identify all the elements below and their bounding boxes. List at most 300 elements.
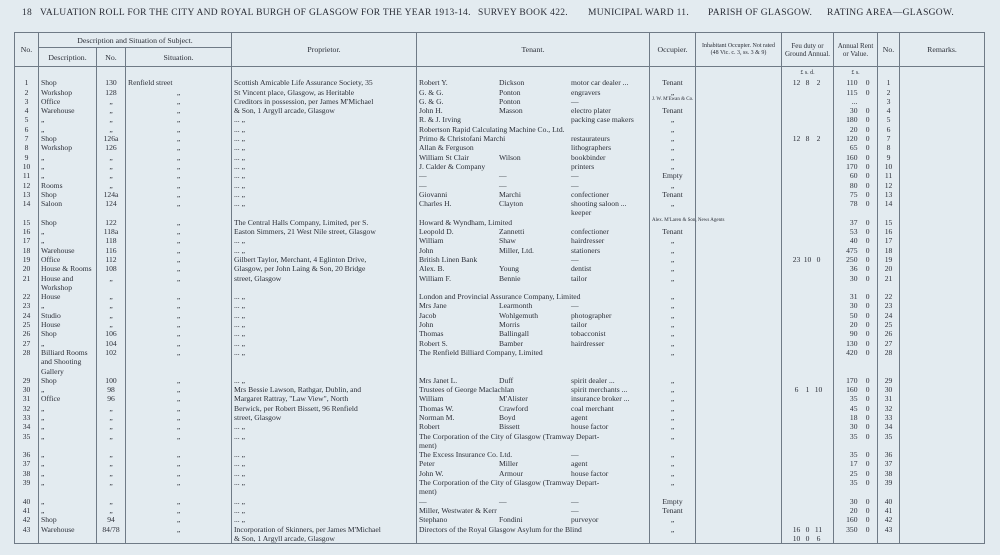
situation-cell: „ [126,376,232,385]
proprietor-cell: ... „ [232,459,417,468]
col-proprietor: Proprietor. [232,33,417,67]
rent-value: 45 [849,403,858,413]
street-number-cell: 106 [97,329,126,338]
tenant-cell: Charles H. Clayton shooting saloon ... [417,199,650,208]
description-cell: House [39,320,97,329]
street-number-cell [97,487,126,496]
proprietor-cell: Gilbert Taylor, Merchant, 4 Eglinton Drive, [232,255,417,264]
table-row [15,376,985,385]
feu-duty-cell [782,404,834,413]
street-number-cell: „ [97,115,126,124]
feu-duty-cell [782,134,834,143]
street-number-cell [97,357,126,366]
tenant-cell [417,534,650,544]
occupier-cell: „ [650,301,696,310]
row-number: 8 [15,143,39,152]
tenant-surname: Morris [499,320,520,330]
proprietor-cell: ... „ [232,143,417,152]
table-row [15,413,985,422]
tenant-surname: Crawford [499,403,529,413]
row-number: 30 [15,385,39,394]
feu-value: 2 [816,78,821,88]
row-number-right: 3 [878,97,900,106]
annual-rent-cell [834,534,878,544]
row-number-right: 37 [878,459,900,468]
table-row [15,311,985,320]
proprietor-cell: ... „ [232,301,417,310]
annual-rent-cell [834,292,878,301]
description-cell: House and [39,274,97,283]
rent-value: 0 [865,161,870,171]
remarks-cell [900,301,985,310]
tenant-surname: — [499,171,507,181]
description-cell: Workshop [39,88,97,97]
tenant-surname: Shaw [499,236,516,246]
situation-cell: „ [126,181,232,190]
situation-cell: „ [126,432,232,441]
proprietor-cell: ... „ [232,469,417,478]
tenant-name: British Linen Bank [419,254,478,264]
tenant-name: — [419,180,427,190]
rent-value: 35 [849,450,858,460]
proprietor-cell: street, Glasgow [232,274,417,283]
tenant-cell [417,348,650,357]
annual-rent-cell [834,478,878,487]
proprietor-cell: ... „ [232,190,417,199]
remarks-cell [900,413,985,422]
rent-value: 0 [865,329,870,339]
annual-rent-cell [834,274,878,283]
inhabitant-cell [696,171,782,180]
tenant-name: London and Provincial Assurance Company, Limited [419,292,581,302]
situation-cell: „ [126,97,232,106]
street-number-cell: „ [97,469,126,478]
inhabitant-cell [696,394,782,403]
remarks-cell [900,143,985,152]
annual-rent-cell [834,246,878,255]
rent-value: 0 [865,152,870,162]
table-row [15,181,985,190]
row-number-right: 42 [878,515,900,524]
street-number-cell: „ [97,311,126,320]
situation-cell [126,441,232,450]
tenant-cell [417,125,650,134]
rent-value: 0 [865,515,870,525]
tenant-cell: John Morris tailor [417,320,650,329]
table-row [15,162,985,171]
annual-rent-cell [834,469,878,478]
tenant-name: Miller, Westwater & Kerr [419,505,497,515]
feu-value: 10 [803,254,812,264]
annual-rent-cell [834,441,878,450]
feu-duty-cell [782,125,834,134]
annual-rent-cell [834,153,878,162]
remarks-cell [900,227,985,236]
situation-cell: „ [126,422,232,431]
feu-duty-cell [782,236,834,245]
rent-value: 0 [865,412,870,422]
rent-value: 90 [849,329,858,339]
feu-duty-cell [782,394,834,403]
table-row [15,153,985,162]
remarks-cell [900,497,985,506]
remarks-cell [900,339,985,348]
occupier-cell: Tenant [650,78,696,87]
proprietor-cell: ... „ [232,348,417,357]
feu-duty-cell [782,283,834,292]
tenant-cell: keeper [417,208,650,217]
description-cell: „ [39,153,97,162]
tenant-name: Trustees of George Maclachlan [419,385,515,395]
inhabitant-cell [696,404,782,413]
inhabitant-cell [696,115,782,124]
inhabitant-cell [696,78,782,87]
annual-rent-cell [834,190,878,199]
remarks-cell [900,218,985,227]
street-number-cell: 112 [97,255,126,264]
row-number-right: 2 [878,88,900,97]
tenant-name: William St Clair [419,152,469,162]
description-cell: Shop [39,78,97,87]
street-number-cell: „ [97,97,126,106]
description-cell: „ [39,227,97,236]
occupier-cell: „ [650,255,696,264]
situation-cell: „ [126,255,232,264]
table-row [15,320,985,329]
street-number-cell: „ [97,125,126,134]
proprietor-cell: ... „ [232,162,417,171]
proprietor-cell: St Vincent place, Glasgow, as Heritable [232,88,417,97]
rent-value: 0 [865,320,870,330]
rent-value: 350 [846,524,858,534]
tenant-name: Directors of the Royal Glasgow Asylum for the Blind [419,524,582,534]
row-number-right: 17 [878,236,900,245]
tenant-name: Mrs Jane [419,301,447,311]
description-cell: Warehouse [39,525,97,534]
row-number-right: 25 [878,320,900,329]
annual-rent-cell [834,506,878,515]
tenant-cell: William St Clair Wilson bookbinder [417,153,650,162]
rent-value: 30 [849,301,858,311]
occupier-cell [650,283,696,292]
col-feu-duty: Feu duty or Ground Annual. [782,33,834,67]
remarks-cell [900,106,985,115]
description-cell: „ [39,459,97,468]
situation-cell: „ [126,339,232,348]
proprietor-cell: & Son, 1 Argyll arcade, Glasgow [232,534,417,544]
tenant-surname: Clayton [499,199,524,209]
annual-rent-cell [834,339,878,348]
annual-rent-cell [834,422,878,431]
feu-duty-cell [782,506,834,515]
rent-value: 20 [849,505,858,515]
row-number-right: 39 [878,478,900,487]
tenant-cell: Mrs Jane Learmonth — [417,301,650,310]
occupier-cell: „ [650,339,696,348]
feu-duty-cell [782,106,834,115]
annual-rent-cell [834,236,878,245]
table-row [15,115,985,124]
annual-rent-cell [834,376,878,385]
col-no: No. [15,33,39,67]
col-remarks: Remarks. [900,33,985,67]
inhabitant-cell [696,357,782,366]
remarks-cell [900,515,985,524]
street-number-cell: „ [97,413,126,422]
feu-value: 0 [816,254,821,264]
row-number: 40 [15,497,39,506]
row-number: 36 [15,450,39,459]
tenant-surname: Wohlgemuth [499,310,539,320]
rent-units: £ s. [834,67,878,79]
tenant-surname: Bissett [499,422,520,432]
row-number: 43 [15,525,39,534]
description-cell: Billiard Rooms [39,348,97,357]
remarks-cell [900,432,985,441]
occupier-cell: „ [650,199,696,208]
feu-duty-cell [782,246,834,255]
situation-cell: „ [126,459,232,468]
feu-duty-cell [782,385,834,394]
proprietor-cell: ... „ [232,134,417,143]
occupier-cell: „ [650,292,696,301]
situation-cell: „ [126,88,232,97]
col-tenant: Tenant. [417,33,650,67]
tenant-cell [417,525,650,534]
situation-cell: „ [126,125,232,134]
rent-value: 25 [849,468,858,478]
row-number-right: 8 [878,143,900,152]
row-number: 2 [15,88,39,97]
row-number: 25 [15,320,39,329]
annual-rent-cell [834,311,878,320]
feu-duty-cell [782,88,834,97]
tenant-name: J. Calder & Company [419,161,486,171]
street-number-cell: 124a [97,190,126,199]
proprietor-cell: ... „ [232,506,417,515]
feu-duty-cell [782,459,834,468]
rent-value: 0 [865,385,870,395]
tenant-cell: — — — [417,497,650,506]
rent-value: 0 [865,431,870,441]
remarks-cell [900,264,985,273]
col-street-no: No. [97,48,126,67]
inhabitant-cell [696,264,782,273]
proprietor-cell: ... „ [232,450,417,459]
description-cell: „ [39,301,97,310]
row-number: 41 [15,506,39,515]
occupier-cell: Alex. M'Laren & Son, News Agents [650,218,696,227]
tenant-cell: Stephano Fondini purveyor [417,515,650,524]
rent-value: 0 [865,338,870,348]
tenant-cell: The Excess Insurance Co. Ltd. — [417,450,650,459]
proprietor-cell: ... „ [232,311,417,320]
occupier-cell: „ [650,376,696,385]
description-cell: and Shooting [39,357,97,366]
description-cell: „ [39,497,97,506]
occupier-cell: Tenant [650,506,696,515]
feu-duty-cell [782,487,834,496]
situation-cell: Renfield street [126,78,232,87]
tenant-cell: Alex. B. Young dentist [417,264,650,273]
tenant-cell: British Linen Bank — [417,255,650,264]
rent-value: 110 [846,78,858,88]
tenant-surname: Boyd [499,412,516,422]
situation-cell [126,357,232,366]
row-number-right: 27 [878,339,900,348]
occupier-cell: „ [650,274,696,283]
row-number: 3 [15,97,39,106]
table-row [15,525,985,534]
description-cell: Gallery [39,367,97,376]
row-number-right: 29 [878,376,900,385]
row-number-right: 31 [878,394,900,403]
occupier-cell: „ [650,311,696,320]
rent-value: 20 [849,124,858,134]
occupier-cell: „ [650,115,696,124]
inhabitant-cell [696,385,782,394]
feu-duty-cell [782,441,834,450]
proprietor-cell [232,208,417,217]
feu-value: 12 [792,134,801,144]
tenant-surname: — [499,180,507,190]
proprietor-cell: The Central Halls Company, Limited, per S. [232,218,417,227]
inhabitant-cell [696,534,782,544]
description-cell: „ [39,432,97,441]
annual-rent-cell [834,162,878,171]
tenant-name: William [419,236,444,246]
street-number-cell: 122 [97,218,126,227]
remarks-cell [900,348,985,357]
row-number-right: 28 [878,348,900,357]
remarks-cell [900,404,985,413]
table-row [15,246,985,255]
occupier-cell: „ [650,246,696,255]
situation-cell: „ [126,199,232,208]
street-number-cell: „ [97,459,126,468]
situation-cell: „ [126,311,232,320]
row-number [15,487,39,496]
inhabitant-cell [696,97,782,106]
rent-value: 30 [849,496,858,506]
rent-value: 0 [865,236,870,246]
feu-duty-cell [782,227,834,236]
row-number: 12 [15,181,39,190]
situation-cell: „ [126,497,232,506]
annual-rent-cell [834,515,878,524]
occupier-cell: „ [650,143,696,152]
row-number-right: 19 [878,255,900,264]
feu-value: 6 [794,385,799,395]
remarks-cell [900,367,985,376]
row-number-right: 5 [878,115,900,124]
remarks-cell [900,506,985,515]
inhabitant-cell [696,181,782,190]
tenant-name: Primo & Christofani Marchi [419,134,506,144]
inhabitant-cell [696,432,782,441]
tenant-cell: John W. Armour house factor [417,469,650,478]
feu-duty-cell [782,115,834,124]
table-row [15,329,985,338]
rent-value: 0 [865,422,870,432]
proprietor-cell: street, Glasgow [232,413,417,422]
occupier-cell [650,367,696,376]
tenant-cell: John Miller, Ltd. stationers [417,246,650,255]
tenant-cell: Allan & Ferguson lithographers [417,143,650,152]
annual-rent-cell [834,394,878,403]
situation-cell: „ [126,450,232,459]
remarks-cell [900,450,985,459]
occupier-cell: J. W. M'Ewan & Co. [650,97,696,106]
row-number: 29 [15,376,39,385]
remarks-cell [900,171,985,180]
row-number: 4 [15,106,39,115]
row-number-right [878,283,900,292]
remarks-cell [900,376,985,385]
row-number-right: 1 [878,78,900,87]
tenant-name: William F. [419,273,451,283]
tenant-cell: R. & J. Irving packing case makers [417,115,650,124]
remarks-cell [900,394,985,403]
col-description: Description. [39,48,97,67]
rent-value: 0 [865,254,870,264]
description-cell [39,487,97,496]
tenant-name: Jacob [419,310,437,320]
remarks-cell [900,292,985,301]
tenant-cell: Thomas W. Crawford coal merchant [417,404,650,413]
feu-value: 12 [792,78,801,88]
occupier-cell: „ [650,432,696,441]
street-number-cell: „ [97,422,126,431]
rent-value: 0 [865,468,870,478]
proprietor-cell: ... „ [232,246,417,255]
feu-duty-cell [782,525,834,534]
occupier-cell: „ [650,515,696,524]
row-number: 37 [15,459,39,468]
tenant-cell: Trustees of George Maclachlan spirit merchants ... [417,385,650,394]
description-cell: Shop [39,190,97,199]
description-cell: Warehouse [39,246,97,255]
row-number: 42 [15,515,39,524]
tenant-name: John [419,320,434,330]
tenant-cell: Mrs Janet L. Duff spirit dealer ... [417,376,650,385]
remarks-cell [900,246,985,255]
row-number-right: 7 [878,134,900,143]
rent-value: 65 [849,143,858,153]
situation-cell: „ [126,478,232,487]
street-number-cell: „ [97,432,126,441]
row-number: 17 [15,236,39,245]
row-number [15,441,39,450]
row-number: 26 [15,329,39,338]
rent-value: 0 [865,450,870,460]
rent-value: 20 [849,320,858,330]
occupier-cell: „ [650,236,696,245]
situation-cell: „ [126,348,232,357]
occupier-cell: „ [650,329,696,338]
description-cell: House & Rooms [39,264,97,273]
rent-value: 17 [849,459,858,469]
inhabitant-cell [696,190,782,199]
inhabitant-cell [696,339,782,348]
occupier-cell: „ [650,181,696,190]
remarks-cell [900,153,985,162]
street-number-cell: 126a [97,134,126,143]
situation-cell [126,283,232,292]
situation-cell: „ [126,404,232,413]
occupier-cell: „ [650,422,696,431]
annual-rent-cell [834,199,878,208]
